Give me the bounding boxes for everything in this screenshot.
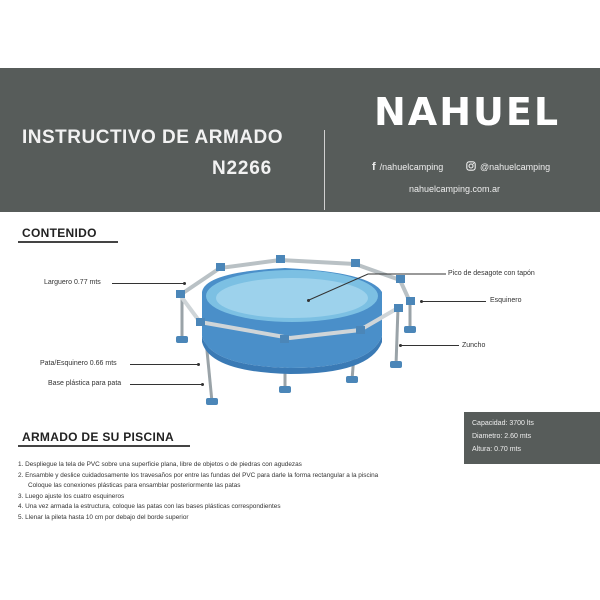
instagram-icon — [466, 161, 476, 173]
leader-esquinero — [422, 301, 486, 302]
document-title: INSTRUCTIVO DE ARMADO — [22, 127, 284, 148]
leader-base — [130, 384, 202, 385]
leader-larguero — [112, 283, 184, 284]
specs-box — [464, 412, 600, 464]
facebook-link — [372, 161, 443, 173]
label-zuncho: Zuncho — [462, 342, 486, 349]
steps-list — [18, 460, 378, 523]
brand-logo: NAHUEL — [374, 90, 561, 134]
label-pico: Pico de desagote con tapón — [448, 270, 535, 277]
step-item: 1. Despliegue la tela de PVC sobre una superficie plana, libre de objetos o de piedras con agudezas — [18, 461, 302, 468]
step-item: 5. Llenar la pileta hasta 10 cm por debajo del borde superior — [18, 513, 189, 521]
dot-larguero — [183, 282, 186, 285]
leader-pata — [130, 364, 198, 365]
label-esquinero: Esquinero — [490, 297, 522, 304]
facebook-icon: f — [372, 161, 376, 173]
label-base: Base plástica para pata — [48, 380, 122, 387]
armado-underline — [18, 445, 190, 447]
leader-zuncho — [401, 345, 459, 346]
instagram-link — [466, 161, 550, 173]
model-number: N2266 — [212, 158, 272, 179]
step-item: 2. Ensamble y deslice cuidadosamente los travesaños por entre las fundas del PVC para darle la forma rectangular a la piscina — [18, 471, 379, 479]
contenido-underline — [18, 241, 118, 243]
label-pata: Pata/Esquinero 0.66 mts — [40, 360, 117, 367]
step-item: 3. Luego ajuste los cuatro esquineros — [18, 492, 125, 500]
spec-diametro: Diametro: 2.60 mts — [472, 433, 532, 440]
step-item: Coloque las conexiones plásticas para ensamblar posteriormente las patas — [28, 482, 241, 489]
leader-pico — [308, 270, 448, 302]
label-larguero: Larguero 0.77 mts — [44, 279, 101, 286]
spec-capacidad: Capacidad: 3700 lts — [472, 420, 534, 427]
dot-base — [201, 383, 204, 386]
spec-altura: Altura: 0.70 mts — [472, 446, 522, 453]
armado-heading: ARMADO DE SU PISCINA — [22, 430, 175, 444]
step-item: 4. Una vez armada la estructura, coloque las patas con las bases plásticas correspondientes — [18, 503, 281, 510]
dot-pata — [197, 363, 200, 366]
contenido-heading: CONTENIDO — [22, 226, 97, 240]
facebook-handle: /nahuelcamping — [379, 162, 444, 172]
website-url: nahuelcamping.com.ar — [409, 184, 501, 194]
header-divider — [324, 130, 325, 210]
instagram-handle: @nahuelcamping — [480, 162, 551, 172]
